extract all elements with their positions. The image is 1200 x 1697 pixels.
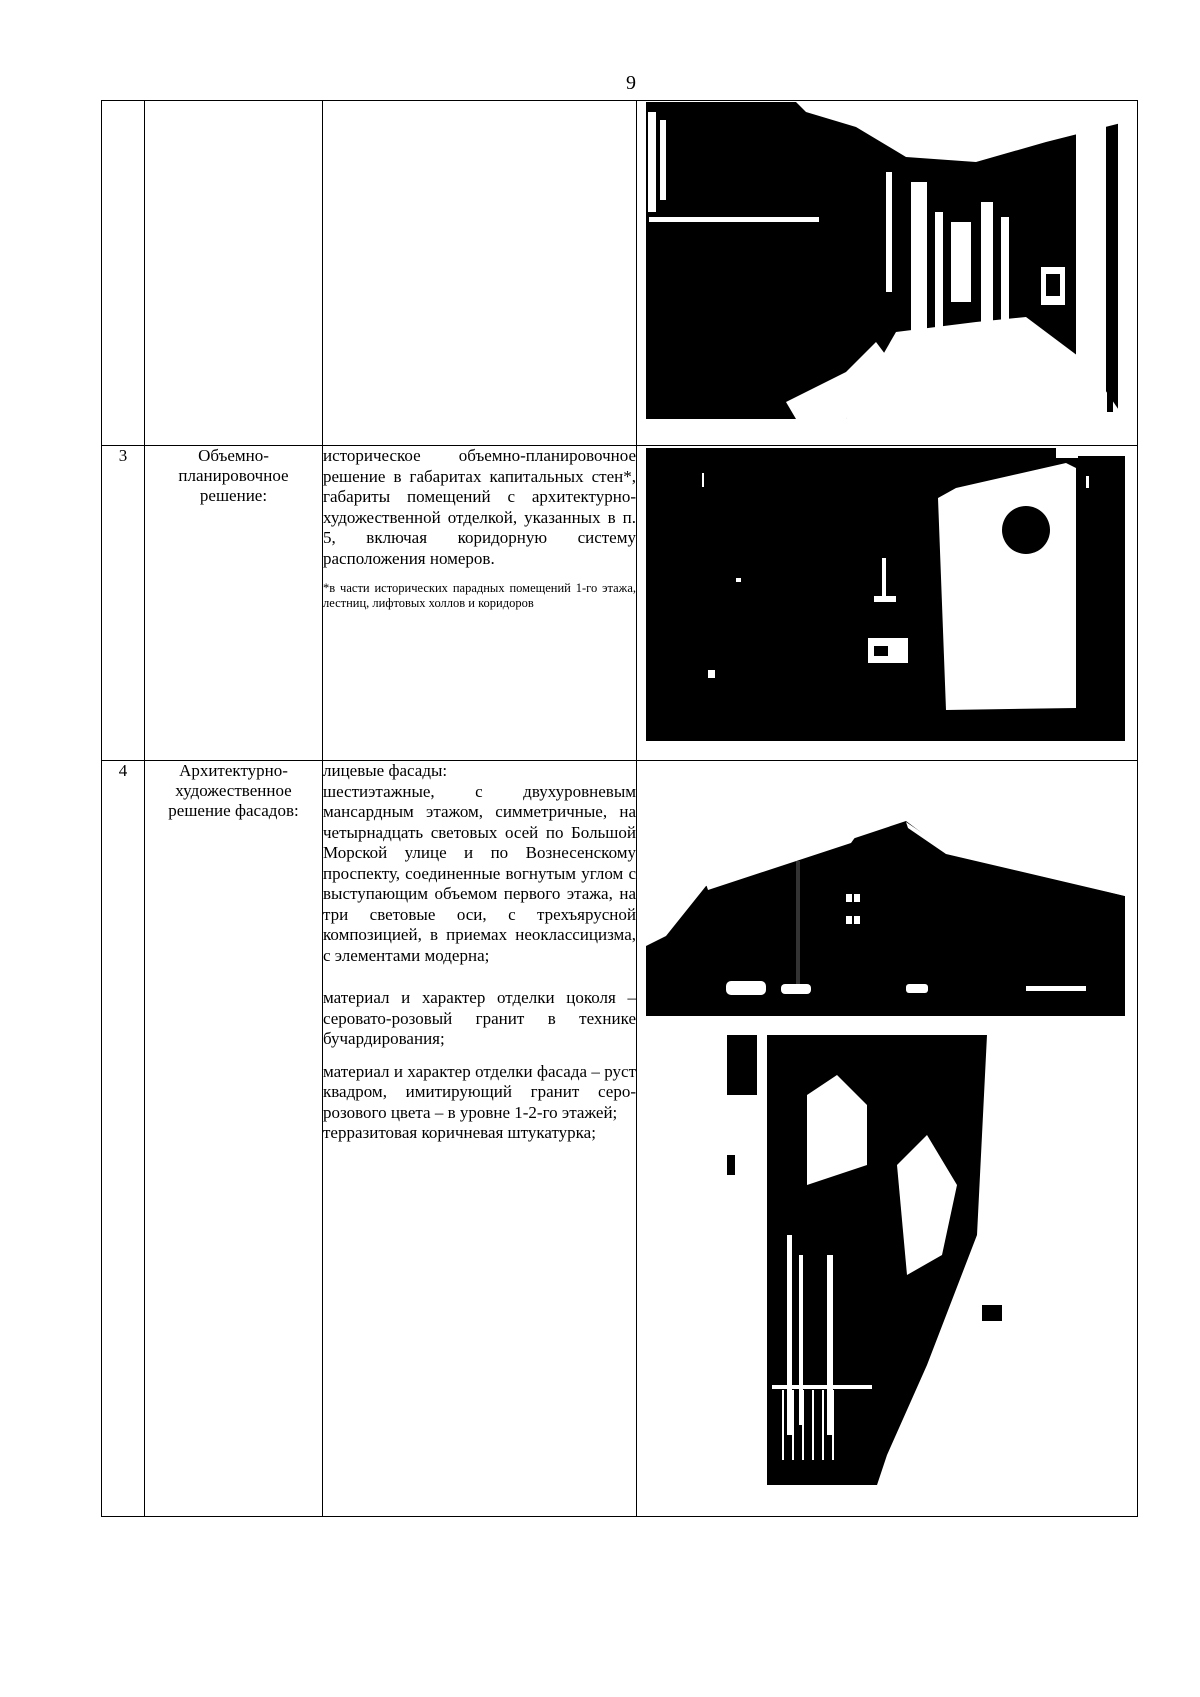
row-description (323, 101, 637, 446)
row-photo-cell (637, 761, 1138, 1517)
row-title: Объемно-планировочное решение: (145, 446, 323, 761)
description-paragraph: материал и характер отделки цоколя – серовато-розовый гранит в технике бучардирования; (323, 988, 636, 1048)
heritage-table (101, 100, 1138, 1517)
row-title: Архитектурно-художественное решение фасадов: (145, 761, 323, 1517)
row-number: 4 (102, 761, 145, 1517)
row-photo-cell (637, 101, 1138, 446)
footnote: *в части исторических парадных помещений 1-го этажа, лестниц, лифтовых холлов и коридоров (323, 581, 636, 610)
row-description (323, 446, 637, 761)
table-row (102, 101, 1138, 446)
page-number: 9 (626, 72, 636, 94)
row-number: 3 (102, 446, 145, 761)
row-number (102, 101, 145, 446)
description-paragraph: терразитовая коричневая штукатурка; (323, 1123, 596, 1142)
row-photo-cell (637, 446, 1138, 761)
facade-detail-photo (727, 1035, 1022, 1485)
description-paragraph: материал и характер отделки фасада – руст квадром, имитирующий гранит серо-розового цвета – в уровне 1-2-го этажей; (323, 1061, 636, 1122)
corridor-photo (646, 102, 1125, 419)
table-row (102, 761, 1138, 1517)
table-row (102, 446, 1138, 761)
row-description (323, 761, 637, 1517)
description-paragraph: историческое объемно-планировочное решение в габаритах капитальных стен*, габариты помещений с архитектурно-художественной отделкой, указанных в п. 5, включая коридорную систему расположения номеров. (323, 446, 636, 568)
description-paragraph: лицевые фасады: (323, 761, 448, 780)
building-facade-photo (646, 816, 1125, 1016)
row-title (145, 101, 323, 446)
description-paragraph: шестиэтажные, с двухуровневым мансардным этажом, симметричные, на четырнадцать световых осей по Большой Морской улице и по Вознесенскому проспекту, соединенные вогнутым углом с выступающим объемом первого этажа, на три световые оси, с трехъярусной композицией, в приемах неоклассицизма, с элементами модерна; (323, 781, 636, 965)
corridor-door-photo (646, 448, 1125, 741)
